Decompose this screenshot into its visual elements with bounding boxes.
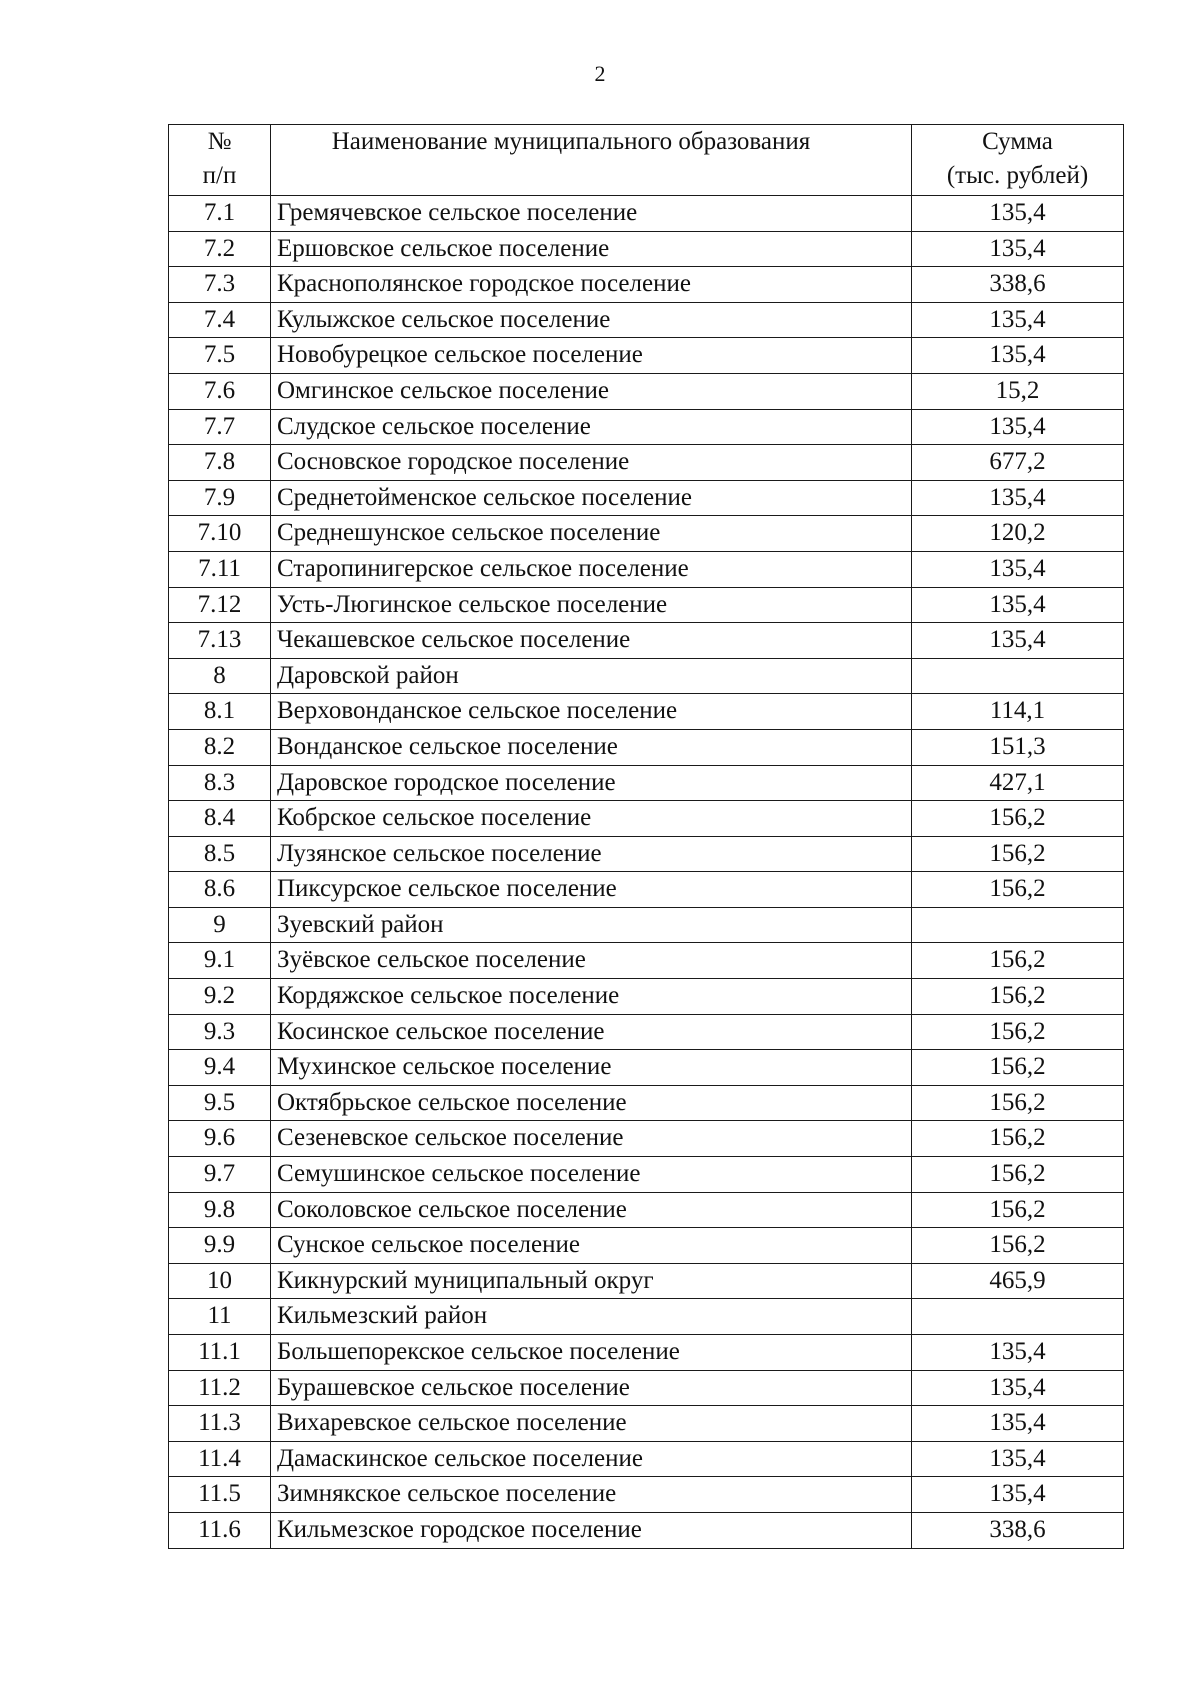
row-name-cell: Зуёвское сельское поселение xyxy=(271,943,912,979)
row-sum-cell: 135,4 xyxy=(912,231,1124,267)
row-sum-cell: 427,1 xyxy=(912,765,1124,801)
header-number xyxy=(169,125,271,196)
table-row xyxy=(169,1406,1124,1442)
table-row xyxy=(169,1512,1124,1548)
row-number-cell: 7.9 xyxy=(169,480,271,516)
row-name-cell: Вонданское сельское поселение xyxy=(271,729,912,765)
row-number-cell: 11.3 xyxy=(169,1406,271,1442)
table-row xyxy=(169,907,1124,943)
row-number-cell: 8.4 xyxy=(169,801,271,837)
row-name-cell: Верховонданское сельское поселение xyxy=(271,694,912,730)
row-sum-cell: 677,2 xyxy=(912,445,1124,481)
row-number-cell: 8.1 xyxy=(169,694,271,730)
row-sum-cell: 151,3 xyxy=(912,729,1124,765)
row-sum-cell: 156,2 xyxy=(912,801,1124,837)
row-name-cell: Кильмезское городское поселение xyxy=(271,1512,912,1548)
row-sum-cell: 465,9 xyxy=(912,1263,1124,1299)
row-sum-cell: 114,1 xyxy=(912,694,1124,730)
row-number-cell: 8.5 xyxy=(169,836,271,872)
row-number-cell: 9.9 xyxy=(169,1228,271,1264)
table-row xyxy=(169,836,1124,872)
table-row xyxy=(169,587,1124,623)
row-sum-cell: 135,4 xyxy=(912,196,1124,232)
table-row xyxy=(169,480,1124,516)
table-row xyxy=(169,516,1124,552)
table-row xyxy=(169,729,1124,765)
table-body xyxy=(169,196,1124,1549)
table-row xyxy=(169,979,1124,1015)
row-number-cell: 10 xyxy=(169,1263,271,1299)
row-sum-cell: 156,2 xyxy=(912,1085,1124,1121)
row-number-cell: 7.5 xyxy=(169,338,271,374)
row-number-cell: 9.1 xyxy=(169,943,271,979)
row-number-cell: 8.6 xyxy=(169,872,271,908)
row-sum-cell: 135,4 xyxy=(912,1370,1124,1406)
row-number-cell: 7.2 xyxy=(169,231,271,267)
table-header-row xyxy=(169,125,1124,196)
table-row xyxy=(169,302,1124,338)
table-row xyxy=(169,872,1124,908)
row-number-cell: 9.4 xyxy=(169,1050,271,1086)
row-sum-cell xyxy=(912,658,1124,694)
row-sum-cell: 135,4 xyxy=(912,1335,1124,1371)
row-sum-cell: 156,2 xyxy=(912,1157,1124,1193)
row-sum-cell: 338,6 xyxy=(912,267,1124,303)
row-name-cell: Дамаскинское сельское поселение xyxy=(271,1441,912,1477)
row-number-cell: 11.4 xyxy=(169,1441,271,1477)
row-name-cell: Сосновское городское поселение xyxy=(271,445,912,481)
table-row xyxy=(169,1014,1124,1050)
row-number-cell: 9.8 xyxy=(169,1192,271,1228)
header-number-line1: № xyxy=(207,128,232,155)
row-name-cell: Бурашевское сельское поселение xyxy=(271,1370,912,1406)
table-row xyxy=(169,1228,1124,1264)
table-row xyxy=(169,409,1124,445)
header-name-text: Наименование муниципального образования xyxy=(331,128,811,155)
table-row xyxy=(169,1157,1124,1193)
row-name-cell: Даровское городское поселение xyxy=(271,765,912,801)
table-row xyxy=(169,373,1124,409)
row-name-cell: Чекашевское сельское поселение xyxy=(271,623,912,659)
row-name-cell: Даровской район xyxy=(271,658,912,694)
row-name-cell: Кикнурский муниципальный округ xyxy=(271,1263,912,1299)
table-row xyxy=(169,1477,1124,1513)
row-sum-cell: 156,2 xyxy=(912,1050,1124,1086)
row-sum-cell: 135,4 xyxy=(912,1441,1124,1477)
table-row xyxy=(169,196,1124,232)
row-sum-cell: 156,2 xyxy=(912,943,1124,979)
table-row xyxy=(169,338,1124,374)
row-name-cell: Кордяжское сельское поселение xyxy=(271,979,912,1015)
table-row xyxy=(169,1299,1124,1335)
row-sum-cell: 120,2 xyxy=(912,516,1124,552)
row-name-cell: Мухинское сельское поселение xyxy=(271,1050,912,1086)
table-row xyxy=(169,445,1124,481)
header-number-line2: п/п xyxy=(202,162,237,189)
header-sum-line2: (тыс. рублей) xyxy=(946,162,1089,189)
row-sum-cell: 135,4 xyxy=(912,1477,1124,1513)
row-name-cell: Ершовское сельское поселение xyxy=(271,231,912,267)
row-name-cell: Кулыжское сельское поселение xyxy=(271,302,912,338)
row-number-cell: 7.13 xyxy=(169,623,271,659)
table-row xyxy=(169,1370,1124,1406)
row-sum-cell: 338,6 xyxy=(912,1512,1124,1548)
table-row xyxy=(169,1121,1124,1157)
row-name-cell: Гремячевское сельское поселение xyxy=(271,196,912,232)
table-row xyxy=(169,801,1124,837)
row-name-cell: Большепорекское сельское поселение xyxy=(271,1335,912,1371)
row-sum-cell: 156,2 xyxy=(912,1014,1124,1050)
row-name-cell: Соколовское сельское поселение xyxy=(271,1192,912,1228)
row-sum-cell: 135,4 xyxy=(912,587,1124,623)
row-name-cell: Вихаревское сельское поселение xyxy=(271,1406,912,1442)
row-number-cell: 7.1 xyxy=(169,196,271,232)
table-row xyxy=(169,658,1124,694)
table-header xyxy=(169,125,1124,196)
row-sum-cell xyxy=(912,1299,1124,1335)
header-sum xyxy=(912,125,1124,196)
row-name-cell: Кильмезский район xyxy=(271,1299,912,1335)
row-name-cell: Сезеневское сельское поселение xyxy=(271,1121,912,1157)
row-sum-cell: 135,4 xyxy=(912,1406,1124,1442)
row-number-cell: 7.3 xyxy=(169,267,271,303)
row-number-cell: 9.7 xyxy=(169,1157,271,1193)
row-number-cell: 7.11 xyxy=(169,551,271,587)
row-number-cell: 7.6 xyxy=(169,373,271,409)
row-name-cell: Сунское сельское поселение xyxy=(271,1228,912,1264)
row-number-cell: 7.4 xyxy=(169,302,271,338)
row-number-cell: 7.8 xyxy=(169,445,271,481)
row-number-cell: 11.2 xyxy=(169,1370,271,1406)
row-number-cell: 9 xyxy=(169,907,271,943)
table-row xyxy=(169,623,1124,659)
row-sum-cell: 135,4 xyxy=(912,338,1124,374)
row-name-cell: Среднетойменское сельское поселение xyxy=(271,480,912,516)
table-row xyxy=(169,694,1124,730)
row-number-cell: 11.5 xyxy=(169,1477,271,1513)
row-name-cell: Усть-Люгинское сельское поселение xyxy=(271,587,912,623)
row-number-cell: 9.3 xyxy=(169,1014,271,1050)
row-name-cell: Зуевский район xyxy=(271,907,912,943)
row-number-cell: 11.1 xyxy=(169,1335,271,1371)
table-row xyxy=(169,1263,1124,1299)
row-number-cell: 8.3 xyxy=(169,765,271,801)
row-sum-cell: 135,4 xyxy=(912,302,1124,338)
row-name-cell: Косинское сельское поселение xyxy=(271,1014,912,1050)
row-name-cell: Старопинигерское сельское поселение xyxy=(271,551,912,587)
row-name-cell: Семушинское сельское поселение xyxy=(271,1157,912,1193)
table-row xyxy=(169,943,1124,979)
row-sum-cell xyxy=(912,907,1124,943)
row-name-cell: Пиксурское сельское поселение xyxy=(271,872,912,908)
row-name-cell: Лузянское сельское поселение xyxy=(271,836,912,872)
row-name-cell: Октябрьское сельское поселение xyxy=(271,1085,912,1121)
row-name-cell: Среднешунское сельское поселение xyxy=(271,516,912,552)
table-row xyxy=(169,1335,1124,1371)
row-sum-cell: 135,4 xyxy=(912,551,1124,587)
row-sum-cell: 156,2 xyxy=(912,836,1124,872)
row-sum-cell: 135,4 xyxy=(912,409,1124,445)
row-number-cell: 7.7 xyxy=(169,409,271,445)
row-name-cell: Новобурецкое сельское поселение xyxy=(271,338,912,374)
row-name-cell: Омгинское сельское поселение xyxy=(271,373,912,409)
table-row xyxy=(169,1192,1124,1228)
row-number-cell: 9.2 xyxy=(169,979,271,1015)
header-name xyxy=(271,125,912,196)
row-number-cell: 7.10 xyxy=(169,516,271,552)
row-name-cell: Кобрское сельское поселение xyxy=(271,801,912,837)
row-number-cell: 11.6 xyxy=(169,1512,271,1548)
row-sum-cell: 135,4 xyxy=(912,623,1124,659)
row-name-cell: Слудское сельское поселение xyxy=(271,409,912,445)
table-row xyxy=(169,1085,1124,1121)
row-sum-cell: 156,2 xyxy=(912,979,1124,1015)
allocation-table xyxy=(168,124,1124,1549)
row-sum-cell: 135,4 xyxy=(912,480,1124,516)
row-number-cell: 9.6 xyxy=(169,1121,271,1157)
table-row xyxy=(169,1441,1124,1477)
row-sum-cell: 156,2 xyxy=(912,1121,1124,1157)
row-name-cell: Зимнякское сельское поселение xyxy=(271,1477,912,1513)
row-sum-cell: 156,2 xyxy=(912,1228,1124,1264)
page-number: 2 xyxy=(594,61,606,86)
row-sum-cell: 15,2 xyxy=(912,373,1124,409)
row-name-cell: Краснополянское городское поселение xyxy=(271,267,912,303)
table-row xyxy=(169,1050,1124,1086)
row-number-cell: 7.12 xyxy=(169,587,271,623)
row-number-cell: 8.2 xyxy=(169,729,271,765)
header-sum-line1: Сумма xyxy=(982,128,1053,155)
table-row xyxy=(169,267,1124,303)
table-row xyxy=(169,231,1124,267)
row-number-cell: 11 xyxy=(169,1299,271,1335)
row-number-cell: 9.5 xyxy=(169,1085,271,1121)
row-number-cell: 8 xyxy=(169,658,271,694)
table-row xyxy=(169,765,1124,801)
table-row xyxy=(169,551,1124,587)
row-sum-cell: 156,2 xyxy=(912,872,1124,908)
row-sum-cell: 156,2 xyxy=(912,1192,1124,1228)
